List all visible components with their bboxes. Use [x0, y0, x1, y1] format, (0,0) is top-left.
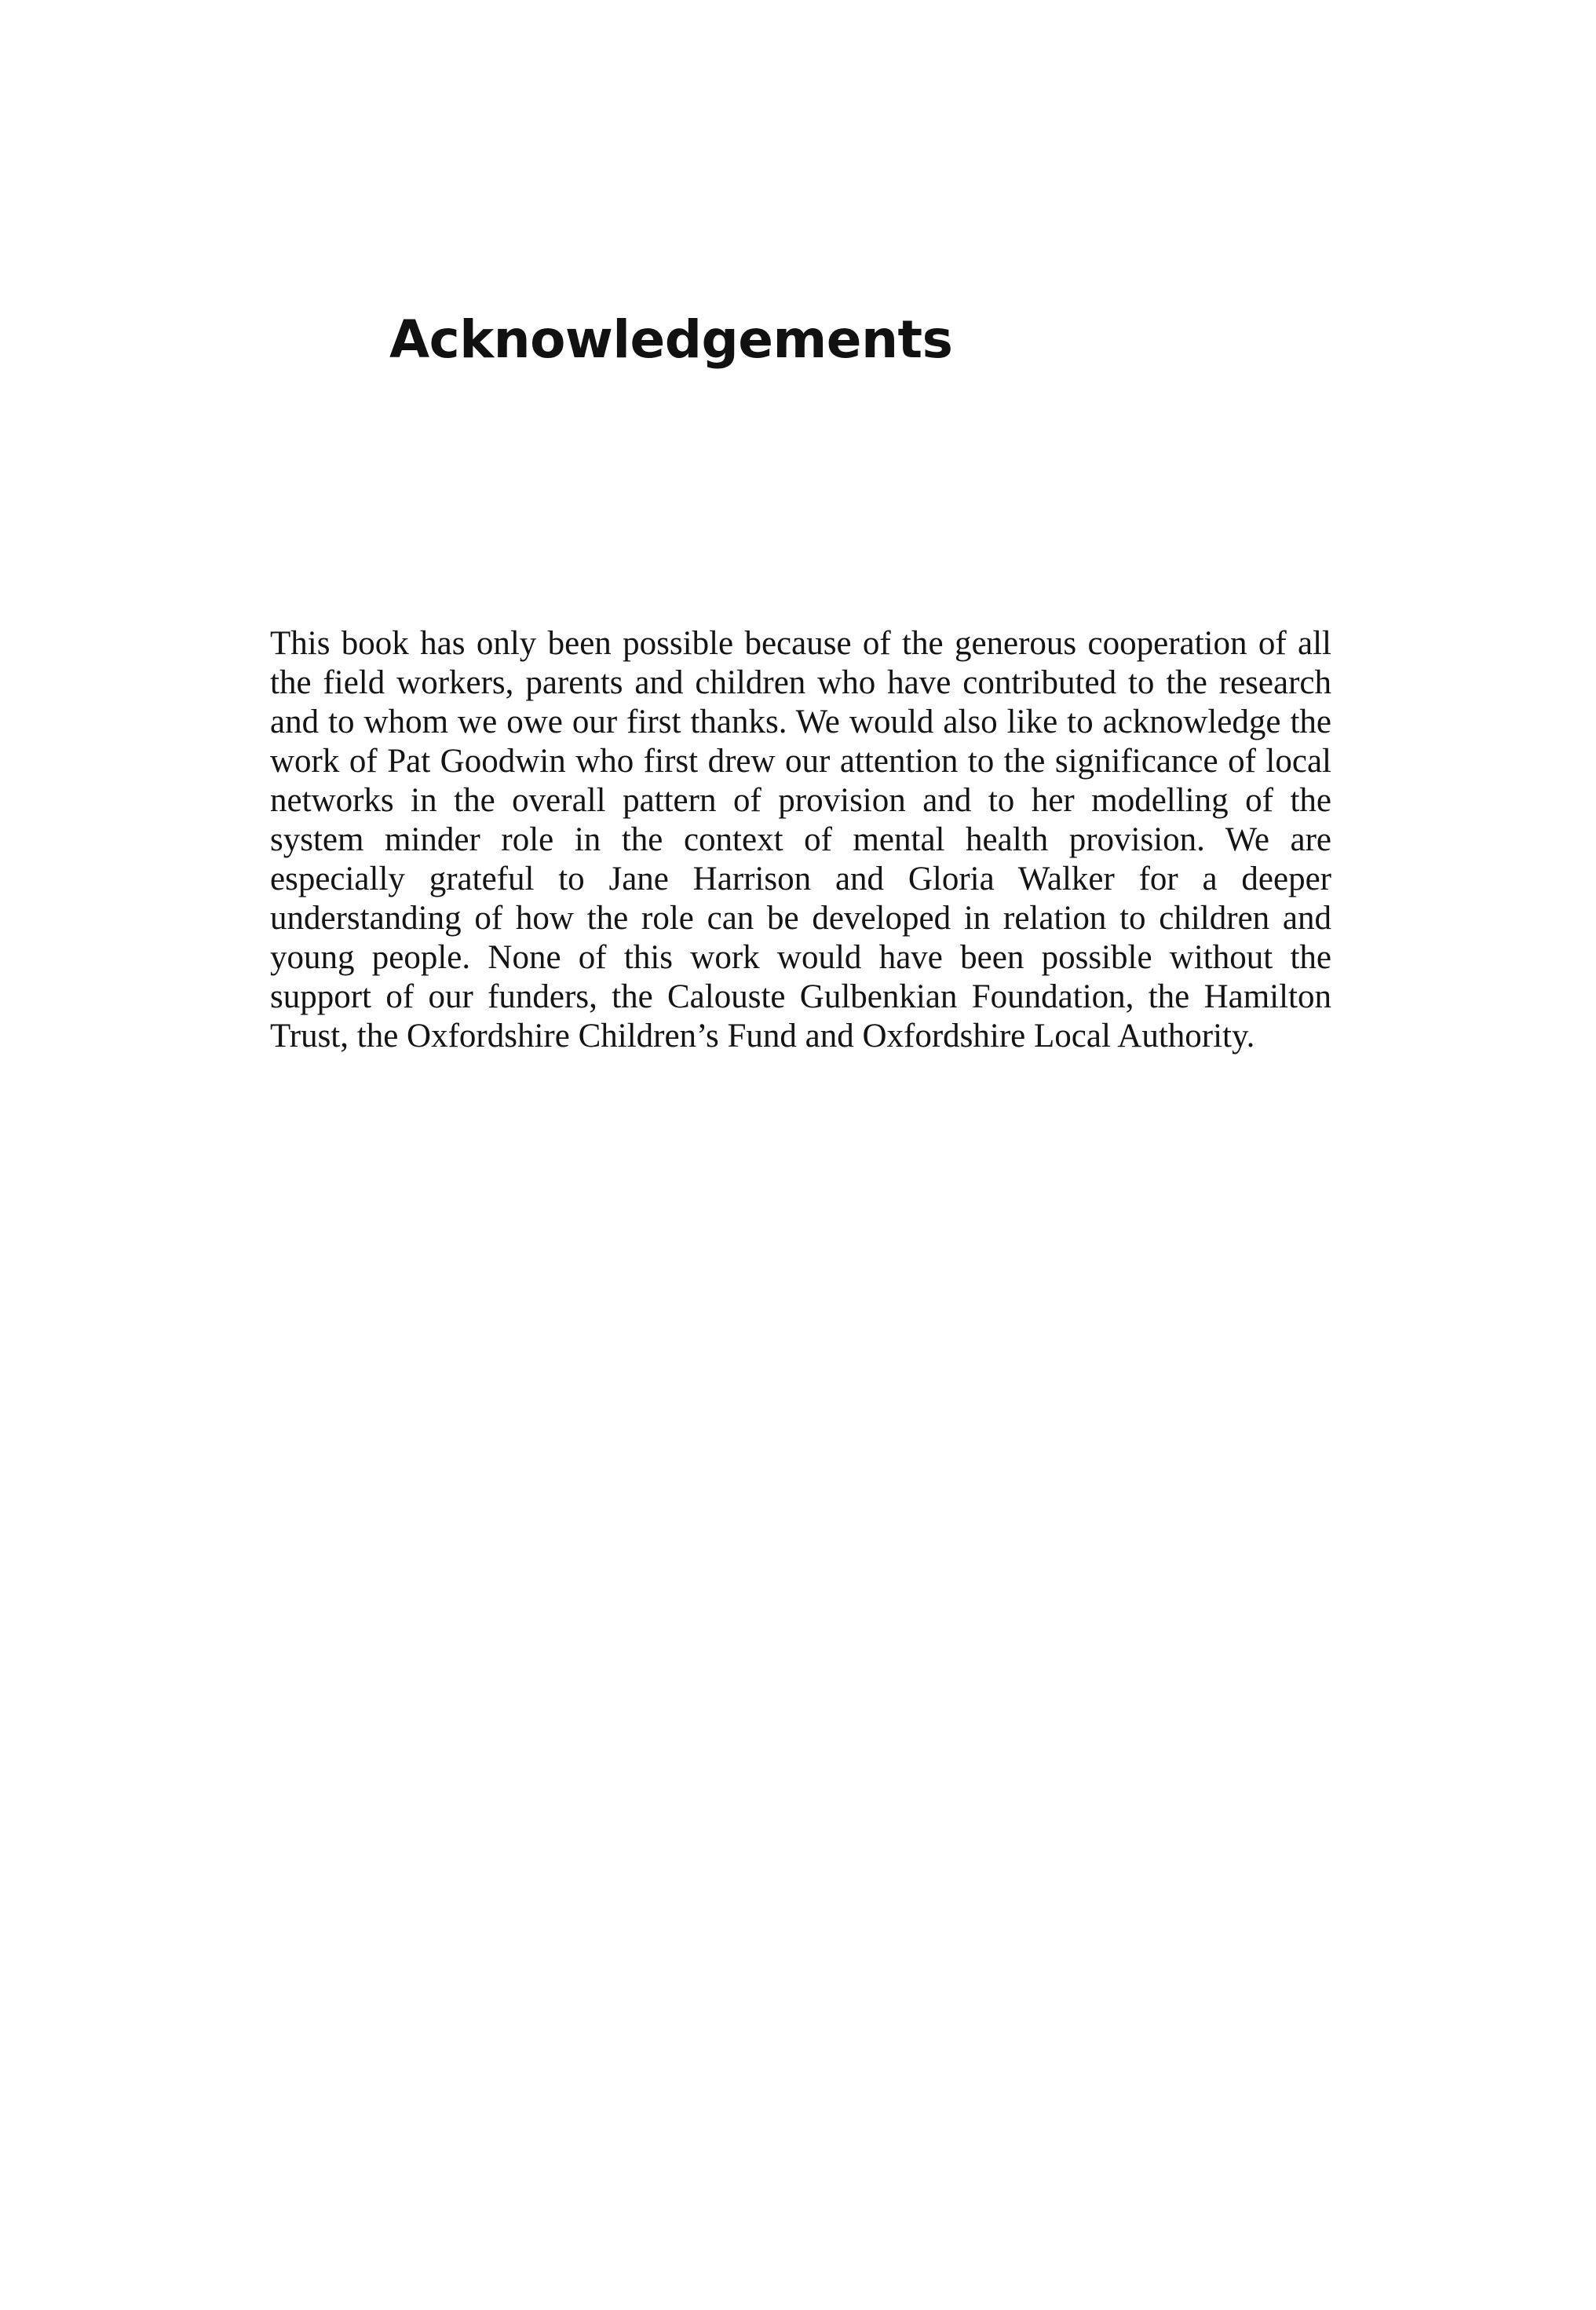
acknowledgements-paragraph: This book has only been possible because of the generous cooperation of all the field workers, parents and children who have contributed to the research and to whom we owe our first thanks. We would also like to acknowledge the work of Pat Goodwin who first drew our attention to the significance of local networks in the overall pattern of provision and to her modelling of the system minder role in the context of mental health provision. We are especially grateful to Jane Harrison and Gloria Walker for a deeper understanding of how the role can be developed in relation to children and young people. None of this work would have been possible without the support of our funders, the Calouste Gulbenkian Foundation, the Hamilton Trust, the Oxfordshire Children’s Fund and Oxfordshire Local Authority.	[270, 625, 1331, 1054]
page-title: Acknowledgements	[389, 309, 953, 370]
